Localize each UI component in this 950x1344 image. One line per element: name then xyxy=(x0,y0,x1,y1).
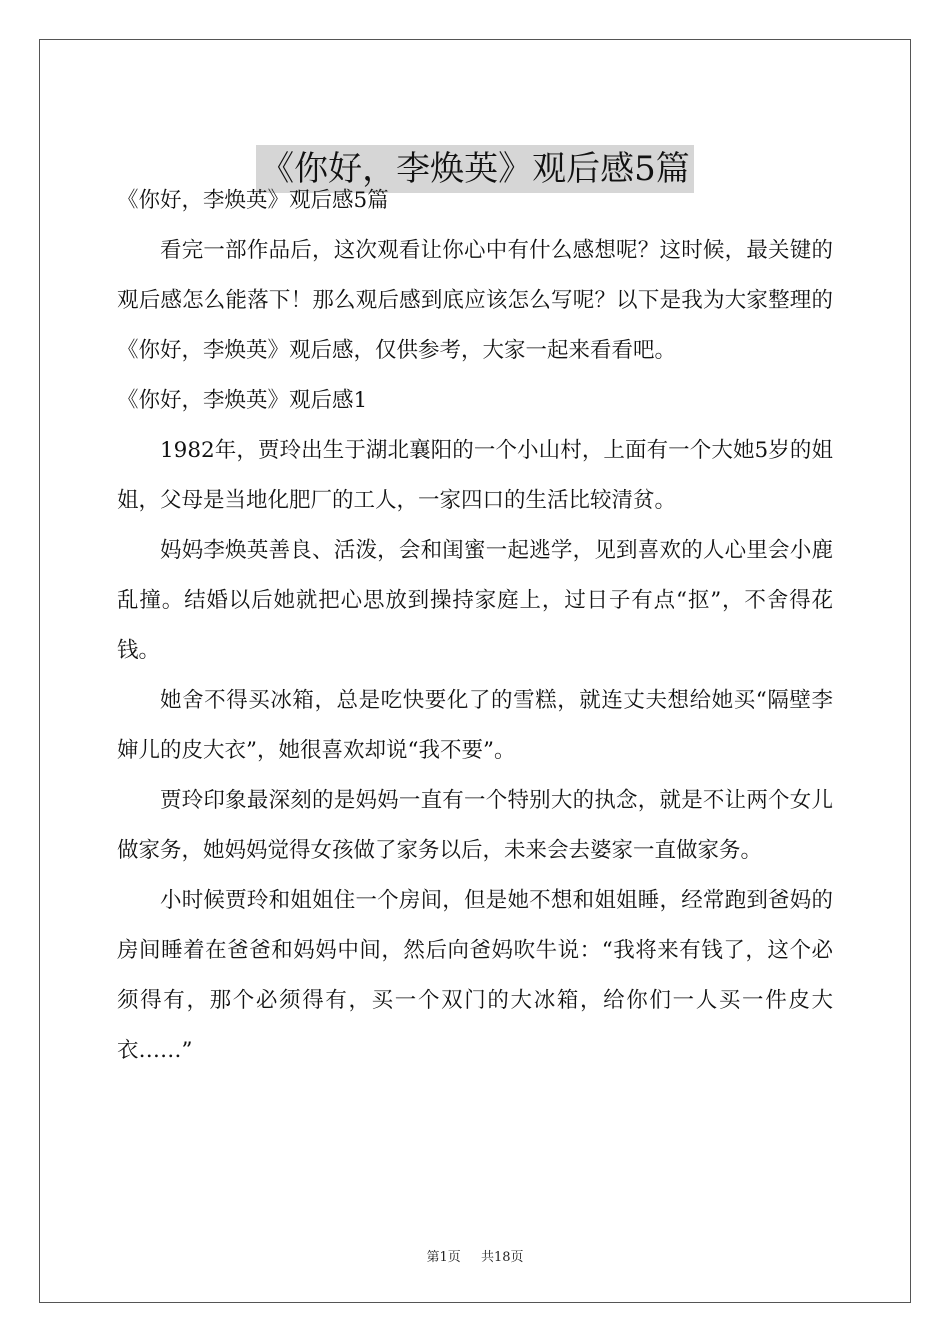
page-number-total: 共18页 xyxy=(480,1250,524,1265)
page-footer xyxy=(0,1246,950,1265)
paragraph: 1982年，贾玲出生于湖北襄阳的一个小山村，上面有一个大她5岁的姐姐，父母是当地化肥厂的工人，一家四口的生活比较清贫。 xyxy=(117,438,833,513)
paragraph: 贾玲印象最深刻的是妈妈一直有一个特别大的执念，就是不让两个女儿做家务，她妈妈觉得女孩做了家务以后，未来会去婆家一直做家务。 xyxy=(117,788,833,863)
section-heading: 《你好，李焕英》观后感1 xyxy=(117,388,368,413)
document-subtitle: 《你好，李焕英》观后感5篇 xyxy=(117,188,389,213)
paragraph: 小时候贾玲和姐姐住一个房间，但是她不想和姐姐睡，经常跑到爸妈的房间睡着在爸爸和妈妈中间，然后向爸妈吹牛说：“我将来有钱了，这个必须得有，那个必须得有，买一个双门的大冰箱，给你们一人买一件皮大衣……” xyxy=(117,888,833,1063)
document-body xyxy=(117,176,833,1076)
page-number-current: 第1页 xyxy=(426,1250,461,1265)
document-title: 《你好，李焕英》观后感5篇 xyxy=(256,145,694,193)
paragraph: 她舍不得买冰箱，总是吃快要化了的雪糕，就连丈夫想给她买“隔壁李婶儿的皮大衣”，她很喜欢却说“我不要”。 xyxy=(117,688,833,763)
paragraph: 妈妈李焕英善良、活泼，会和闺蜜一起逃学，见到喜欢的人心里会小鹿乱撞。结婚以后她就把心思放到操持家庭上，过日子有点“抠”，不舍得花钱。 xyxy=(117,538,833,663)
paragraph-intro: 看完一部作品后，这次观看让你心中有什么感想呢？这时候，最关键的观后感怎么能落下！那么观后感到底应该怎么写呢？以下是我为大家整理的《你好，李焕英》观后感，仅供参考，大家一起来看看吧。 xyxy=(117,238,833,363)
